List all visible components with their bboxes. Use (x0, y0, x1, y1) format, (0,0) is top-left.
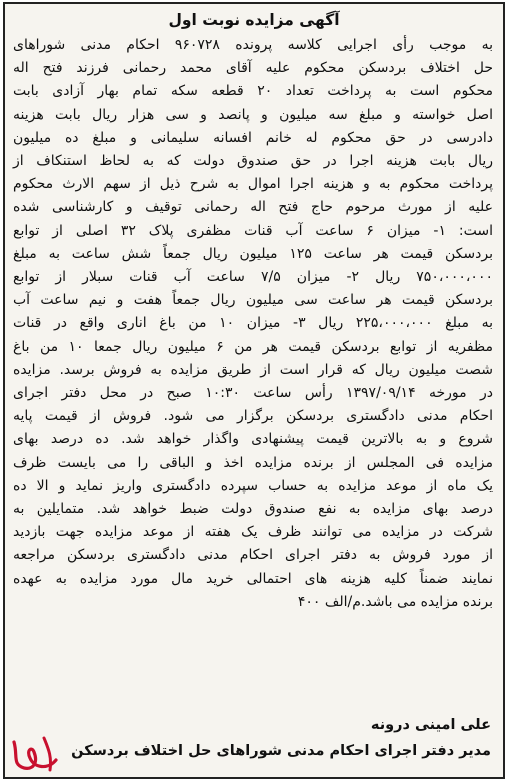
notice-line: برنده مزایده می باشد.م/الف ۴۰۰ (297, 593, 493, 610)
notice-line: مزایده فی المجلس از برنده مزایده اخذ و الباقی را می بایست ظرف (13, 454, 493, 471)
notice-line: محکوم است به پرداخت تعداد ۲۰ قطعه سکه تمام بهار آزادی بابت (13, 83, 493, 100)
notice-line: شروع و به بالاترین قیمت پیشنهادی واگذار خواهد شد. ده درصد بهای (13, 431, 493, 448)
auction-notice (3, 2, 505, 779)
notice-line: نمایند ضمناً کلیه هزینه های احتمالی خرید مال مورد مزایده به عهده (13, 570, 493, 587)
notice-line: ریال بابت هزینه اجرا در حق صندوق دولت که به لحاظ استنکاف از (13, 153, 493, 170)
signature-name: علی امینی درونه (370, 717, 491, 733)
notice-line: اصل خواسته و مبلغ سه میلیون و پانصد و سی هزار ریال بابت هزینه (13, 106, 493, 123)
notice-line: در مورخه ۱۳۹۷/۰۹/۱۴ رأس ساعت ۱۰:۳۰ صبح در محل دفتر اجرای (13, 385, 494, 402)
notice-line: است: ۱- میزان ۶ ساعت آب قنات مظفری پلاک ۳۲ اصلی از توابع (13, 222, 493, 239)
notice-line: حل اختلاف بردسکن محکوم علیه آقای محمد رحمانی فرزند فتح اله (13, 60, 493, 77)
notice-line: درصد بهای مزایده به نفع صندوق دولت ضبط خواهد شد. متمایلین به (13, 501, 493, 518)
notice-line: علیه از مورث مرحوم حاج فتح اله رحمانی توقیف و کارشناسی شده (13, 199, 493, 216)
signature-title: مدیر دفتر اجرای احکام مدنی شوراهای حل اختلاف بردسکن (71, 743, 491, 759)
notice-line: بردسکن قیمت هر ساعت ۱۲۵ میلیون ریال جمعاً شش ساعت به مبلغ (13, 245, 494, 262)
notice-line: مظفریه از توابع بردسکن قیمت هر من ۶ میلیون ریال جمعا ۱۰ من باغ (13, 338, 494, 355)
notice-title: آگهی مزایده نوبت اول (168, 11, 340, 29)
notice-line: به مبلغ ۲۲۵،۰۰۰،۰۰۰ ریال ۳- میزان ۱۰ من باغ اناری واقع در قنات (13, 315, 493, 332)
notice-line: ۷۵۰،۰۰۰،۰۰۰ ریال ۲- میزان ۷/۵ ساعت آب قنات سبلار از توابع (13, 269, 493, 286)
notice-body (13, 34, 493, 614)
notice-line: دادرسی در حق محکوم له خانم افسانه سلیمانی و مبلغ ده میلیون (13, 129, 493, 146)
notice-line: به موجب رأی اجرایی کلاسه پرونده ۹۶۰۷۲۸ احکام مدنی شوراهای (13, 37, 493, 53)
notice-line: شصت میلیون ریال که قرار است از طریق مزایده به فروش برسد. مزایده (13, 361, 493, 378)
notice-line: پرداخت محکوم به و هزینه اجرا اموال به شرح ذیل از سهم الارث محکوم (13, 176, 493, 193)
notice-line: شرکت در مزایده می توانند ظرف یک هفته از موعد مزایده جهت بازدید (13, 524, 493, 541)
notice-line: احکام مدنی دادگستری بردسکن برگزار می شود. فروش از قیمت پایه (13, 408, 493, 425)
notice-line: یک ماه از موعد مزایده به حساب سپرده دادگستری واریز نماید و الا ده (13, 477, 493, 494)
notice-line: بردسکن قیمت هر ساعت سی میلیون ریال جمعاً هفت و نیم ساعت آب (13, 292, 493, 309)
handwritten-mark (4, 730, 66, 780)
notice-line: از مورد فروش به دفتر اجرای احکام مدنی دادگستری بردسکن مراجعه (13, 547, 493, 564)
